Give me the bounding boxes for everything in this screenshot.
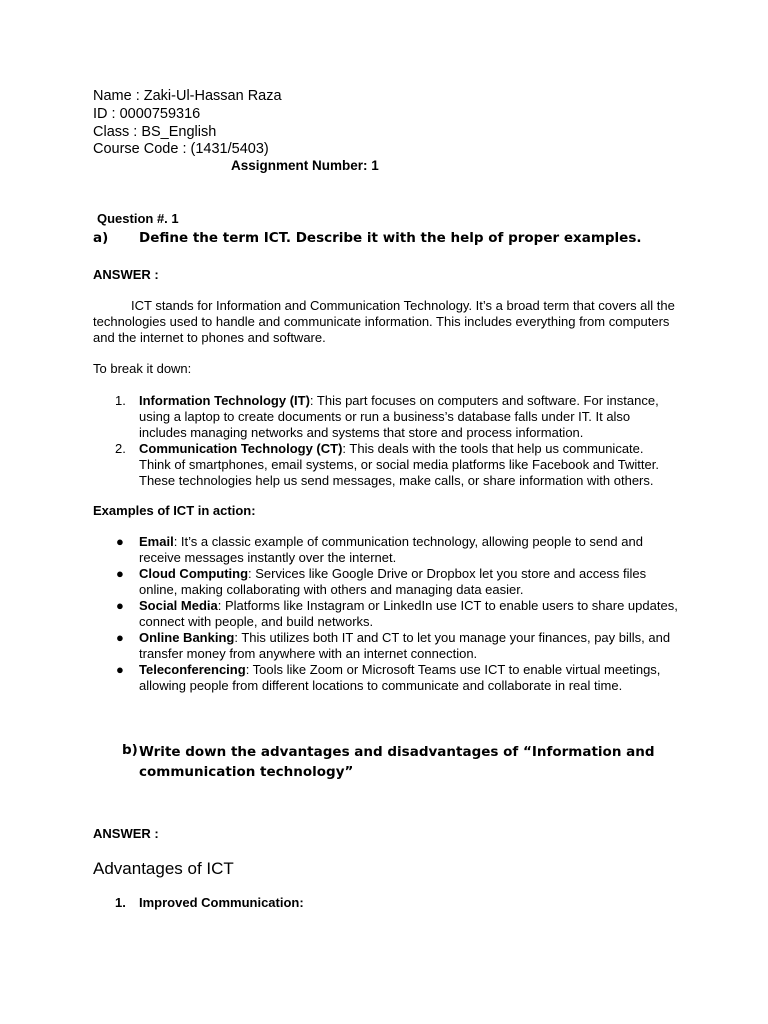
- bullet-icon: ●: [116, 534, 124, 549]
- bullet-icon: ●: [116, 630, 124, 645]
- bullet-icon: ●: [116, 598, 124, 613]
- part-b-question: [139, 742, 659, 782]
- list-term: Teleconferencing: [139, 662, 246, 677]
- list-text: : Platforms like Instagram or LinkedIn use ICT to enable users to share updates, connect with people, and build networks.: [139, 598, 678, 629]
- list-item: [116, 630, 679, 662]
- advantages-list: [115, 895, 659, 911]
- list-item: [116, 534, 679, 566]
- list-text: : Services like Google Drive or Dropbox let you store and access files online, making collaborating with others and managing data easier.: [139, 566, 647, 597]
- examples-list: [116, 534, 679, 694]
- list-item: [116, 662, 679, 694]
- list-item: [116, 598, 679, 630]
- list-term: Online Banking: [139, 630, 235, 645]
- list-text: : This deals with the tools that help us communicate. Think of smartphones, email systems, or social media platforms like Facebook and Twitter. These technologies help us send messages, make calls, or share information with others.: [139, 441, 659, 488]
- list-number: 1.: [115, 393, 126, 408]
- advantages-heading: Advantages of ICT: [93, 859, 234, 878]
- list-text: : It’s a classic example of communication technology, allowing people to send and receive messages instantly over the internet.: [139, 534, 643, 565]
- breakdown-list: [115, 393, 659, 489]
- answer-label-a: ANSWER :: [93, 267, 159, 282]
- list-text: : This utilizes both IT and CT to let you manage your finances, pay bills, and transfer money from anywhere with an internet connection.: [139, 630, 671, 661]
- list-number: 2.: [115, 441, 126, 456]
- bullet-icon: ●: [116, 662, 124, 677]
- list-item: [115, 895, 659, 911]
- list-term: Information Technology (IT): [139, 393, 310, 408]
- student-class: Class : BS_English: [93, 124, 217, 140]
- intro-paragraph: ICT stands for Information and Communication Technology. It’s a broad term that covers all the technologies used to handle and communicate information. This includes everything from computers and the internet to phones and software.: [93, 298, 675, 345]
- list-text: : Tools like Zoom or Microsoft Teams use ICT to enable virtual meetings, allowing people from different locations to communicate and collaborate in real time.: [139, 662, 661, 693]
- examples-label: Examples of ICT in action:: [93, 503, 256, 518]
- part-b-question-text: Write down the advantages and disadvantages of “Information and communication technology”: [139, 744, 655, 780]
- list-number: 1.: [115, 895, 126, 910]
- list-item: [115, 393, 659, 441]
- course-code: Course Code : (1431/5403): [93, 141, 269, 157]
- student-id: ID : 0000759316: [93, 106, 201, 122]
- list-term: Cloud Computing: [139, 566, 249, 581]
- list-term: Social Media: [139, 598, 218, 613]
- student-name: Name : Zaki-Ul-Hassan Raza: [93, 88, 282, 104]
- part-a-marker: a): [93, 230, 109, 246]
- question-label: Question #. 1: [97, 211, 179, 226]
- list-text: : This part focuses on computers and software. For instance, using a laptop to create documents or run a business’s database falls under IT. It also includes managing networks and systems that store and process information.: [139, 393, 659, 440]
- list-item: [115, 441, 659, 489]
- list-term: Communication Technology (CT): [139, 441, 343, 456]
- list-term: Email: [139, 534, 174, 549]
- part-b-marker: b): [122, 742, 138, 758]
- bullet-icon: ●: [116, 566, 124, 581]
- part-a-question: Define the term ICT. Describe it with the help of proper examples.: [139, 230, 642, 246]
- list-term: Improved Communication:: [139, 895, 304, 910]
- assignment-number: Assignment Number: 1: [231, 158, 379, 173]
- breakdown-label: To break it down:: [93, 361, 192, 376]
- list-item: [116, 566, 679, 598]
- answer-label-b: ANSWER :: [93, 826, 159, 841]
